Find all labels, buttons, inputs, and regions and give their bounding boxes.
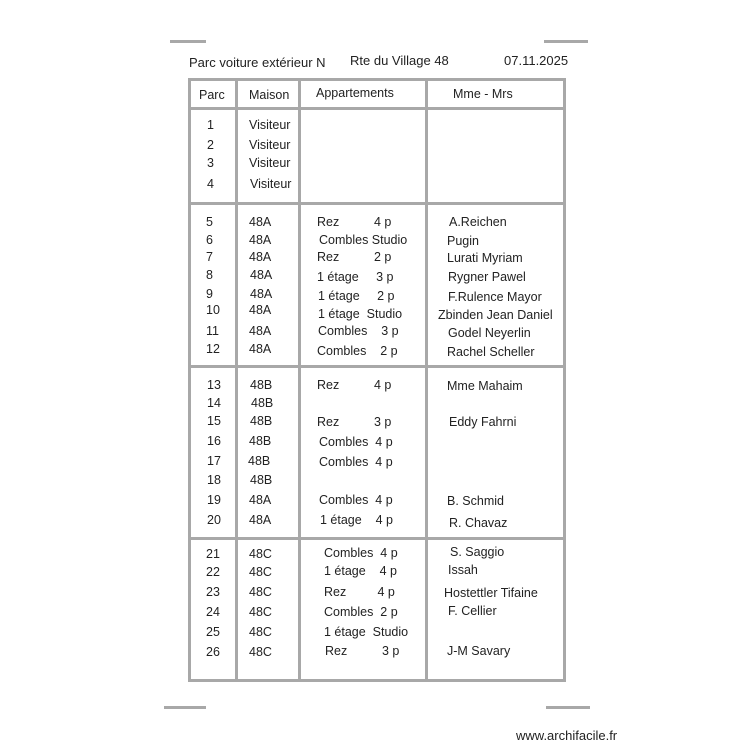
parc-number: 13: [207, 378, 221, 392]
table-border-right: [563, 78, 566, 682]
parc-number: 23: [206, 585, 220, 599]
resident-name: Zbinden Jean Daniel: [438, 308, 553, 322]
maison-cell: 48A: [249, 493, 272, 507]
parc-number: 8: [206, 268, 213, 282]
appartement-cell: Combles 2 p: [324, 605, 398, 619]
resident-name: Hostettler Tifaine: [444, 586, 538, 600]
watermark: www.archifacile.fr: [516, 728, 618, 743]
resident-name: A.Reichen: [449, 215, 507, 229]
appartement-cell: Combles 4 p: [319, 493, 393, 507]
header-separator: [188, 107, 566, 110]
appartement-cell: Rez 4 p: [317, 378, 392, 392]
parc-number: 9: [206, 287, 213, 301]
resident-name: Godel Neyerlin: [448, 326, 531, 340]
maison-cell: 48A: [249, 250, 272, 264]
appartement-cell: 1 étage Studio: [324, 625, 409, 639]
appartement-cell: Combles Studio: [319, 233, 408, 247]
parc-number: 16: [207, 434, 221, 448]
parc-number: 10: [206, 303, 220, 317]
parc-number: 25: [206, 625, 220, 639]
maison-cell: 48A: [249, 233, 272, 247]
resident-name: Eddy Fahrni: [449, 415, 517, 429]
appartement-cell: Combles 4 p: [324, 546, 398, 560]
resident-name: R. Chavaz: [449, 516, 508, 530]
parc-number: 14: [207, 396, 221, 410]
maison-cell: 48A: [250, 287, 273, 301]
maison-cell: 48B: [250, 378, 273, 392]
appartement-cell: 1 étage 4 p: [320, 513, 393, 527]
parc-number: 22: [206, 565, 220, 579]
appartement-cell: Rez 2 p: [317, 250, 392, 264]
resident-name: Pugin: [447, 234, 479, 248]
parc-number: 24: [206, 605, 220, 619]
maison-cell: 48C: [249, 645, 272, 659]
table-border-top: [188, 78, 566, 81]
resident-name: Lurati Myriam: [447, 251, 523, 265]
resident-name: Issah: [448, 563, 478, 577]
group-separator-3: [188, 537, 566, 540]
maison-cell: 48C: [249, 625, 272, 639]
appartement-cell: 1 étage Studio: [318, 307, 403, 321]
resident-name: F.Rulence Mayor: [448, 290, 542, 304]
column-divider-3: [425, 78, 428, 682]
column-header-parc: Parc: [199, 88, 225, 102]
parc-number: 4: [207, 177, 214, 191]
maison-cell: 48A: [249, 324, 272, 338]
group-separator-1: [188, 202, 566, 205]
maison-cell: 48A: [249, 342, 272, 356]
column-header-maison: Maison: [249, 88, 290, 102]
column-divider-2: [298, 78, 301, 682]
parc-number: 18: [207, 473, 221, 487]
maison-cell: 48C: [249, 565, 272, 579]
address-label: Rte du Village 48: [350, 53, 449, 68]
parc-number: 20: [207, 513, 221, 527]
maison-cell: 48A: [250, 268, 273, 282]
corner-mark-bottom-left: [164, 706, 206, 709]
maison-cell: Visiteur: [249, 156, 291, 170]
column-divider-1: [235, 78, 238, 682]
appartement-cell: Rez 4 p: [317, 215, 392, 229]
maison-cell: 48B: [250, 414, 273, 428]
resident-name: Rachel Scheller: [447, 345, 535, 359]
appartement-cell: Rez 3 p: [325, 644, 400, 658]
maison-cell: Visiteur: [249, 118, 291, 132]
corner-mark-top-left: [170, 40, 206, 43]
appartement-cell: Rez 3 p: [317, 415, 392, 429]
parc-number: 3: [207, 156, 214, 170]
group-separator-2: [188, 365, 566, 368]
parc-number: 6: [206, 233, 213, 247]
maison-cell: 48B: [249, 434, 272, 448]
resident-name: J-M Savary: [447, 644, 511, 658]
maison-cell: Visiteur: [250, 177, 292, 191]
maison-cell: 48B: [250, 473, 273, 487]
appartement-cell: 1 étage 4 p: [324, 564, 397, 578]
document-title: Parc voiture extérieur N: [189, 55, 326, 70]
maison-cell: 48C: [249, 605, 272, 619]
corner-mark-bottom-right: [546, 706, 590, 709]
resident-name: B. Schmid: [447, 494, 504, 508]
parc-number: 1: [207, 118, 214, 132]
maison-cell: 48A: [249, 215, 272, 229]
table-border-bottom: [188, 679, 566, 682]
parc-number: 19: [207, 493, 221, 507]
parc-number: 5: [206, 215, 213, 229]
appartement-cell: Combles 2 p: [317, 344, 398, 358]
parc-number: 11: [206, 324, 219, 338]
resident-name: F. Cellier: [448, 604, 497, 618]
maison-cell: Visiteur: [249, 138, 291, 152]
maison-cell: 48B: [251, 396, 274, 410]
resident-name: S. Saggio: [450, 545, 505, 559]
appartement-cell: 1 étage 2 p: [318, 289, 395, 303]
resident-name: Rygner Pawel: [448, 270, 526, 284]
maison-cell: 48C: [249, 585, 272, 599]
maison-cell: 48A: [249, 303, 272, 317]
appartement-cell: 1 étage 3 p: [317, 270, 394, 284]
maison-cell: 48C: [249, 547, 272, 561]
appartement-cell: Combles 3 p: [318, 324, 399, 338]
parc-number: 2: [207, 138, 214, 152]
parc-number: 26: [206, 645, 220, 659]
date-label: 07.11.2025: [504, 53, 569, 68]
corner-mark-top-right: [544, 40, 588, 43]
resident-name: Mme Mahaim: [447, 379, 523, 393]
column-header-appartements: Appartements: [316, 86, 394, 100]
column-header-mme-mrs: Mme - Mrs: [453, 87, 513, 101]
maison-cell: 48A: [249, 513, 272, 527]
appartement-cell: Combles 4 p: [319, 455, 393, 469]
parc-number: 15: [207, 414, 221, 428]
table-border-left: [188, 78, 191, 682]
parc-number: 21: [206, 547, 220, 561]
maison-cell: 48B: [248, 454, 271, 468]
appartement-cell: Combles 4 p: [319, 435, 393, 449]
parc-number: 7: [206, 250, 213, 264]
appartement-cell: Rez 4 p: [324, 585, 395, 599]
parc-number: 12: [206, 342, 220, 356]
parc-number: 17: [207, 454, 221, 468]
